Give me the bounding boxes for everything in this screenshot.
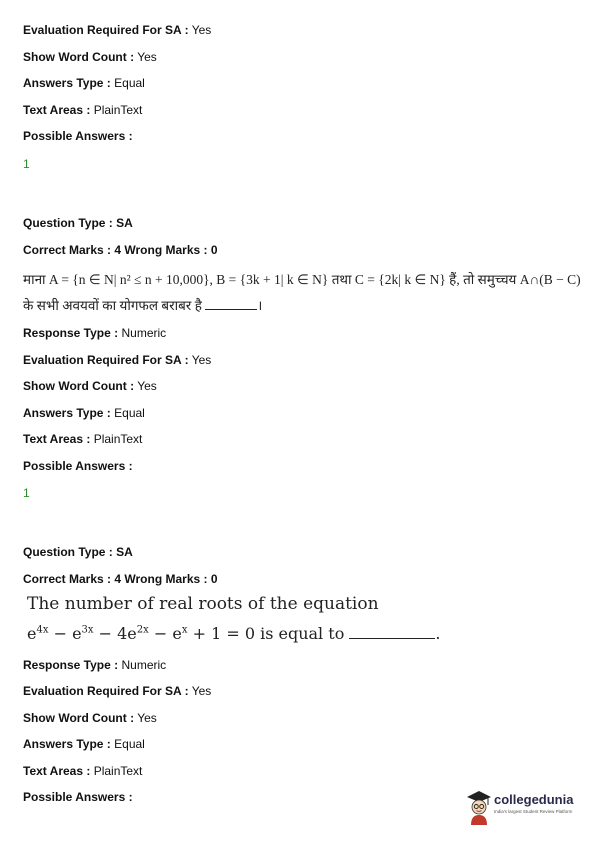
graduate-mascot-icon — [464, 788, 494, 826]
collegedunia-logo — [464, 788, 584, 828]
marks-row — [23, 243, 218, 257]
logo-wordmark: collegedunia — [494, 792, 574, 807]
evaluation-label: Evaluation Required For SA : — [23, 684, 189, 698]
text-areas-value: PlainText — [93, 432, 143, 446]
evaluation-value: Yes — [191, 23, 212, 37]
question-type-row — [23, 545, 133, 559]
question-text-line-2-body: के सभी अवयवों का योगफल बराबर है — [23, 298, 202, 313]
answer-blank — [205, 308, 257, 310]
question-equation — [27, 624, 441, 643]
question-text-line-1: माना A = {n ∈ N| n² ≤ n + 10,000}, B = {3k + 1| k ∈ N} तथा C = {2k| k ∈ N} हैं, तो समुच्चय A∩(B − C) — [23, 272, 581, 287]
eq-part-2: − e — [48, 624, 82, 643]
eq-exponent-3: 2x — [136, 624, 149, 636]
answers-type-label: Answers Type : — [23, 76, 111, 90]
eq-part-3: − 4e — [93, 624, 137, 643]
response-type-label: Response Type : — [23, 326, 119, 340]
question-type-row — [23, 216, 133, 230]
text-areas-row — [23, 103, 142, 117]
evaluation-value: Yes — [191, 684, 212, 698]
eq-exponent-4: x — [181, 624, 188, 636]
question-type-label: Question Type : SA — [23, 216, 133, 230]
text-areas-label: Text Areas : — [23, 103, 91, 117]
answers-type-value: Equal — [114, 737, 145, 751]
text-areas-value: PlainText — [93, 764, 143, 778]
response-type-row — [23, 658, 166, 672]
text-areas-value: PlainText — [93, 103, 143, 117]
answers-type-row — [23, 76, 145, 90]
marks-label: Correct Marks : 4 Wrong Marks : 0 — [23, 572, 218, 586]
response-type-row — [23, 326, 166, 340]
word-count-row — [23, 50, 157, 64]
answers-type-value: Equal — [114, 76, 145, 90]
possible-answer: 1 — [23, 157, 30, 171]
answers-type-row — [23, 737, 145, 751]
eq-part-4: − e — [148, 624, 182, 643]
possible-answers-row — [23, 790, 133, 804]
word-count-label: Show Word Count : — [23, 379, 135, 393]
possible-answers-label: Possible Answers : — [23, 790, 133, 804]
eq-exponent-2: 3x — [81, 624, 94, 636]
response-type-value: Numeric — [121, 326, 167, 340]
logo-tagline: India's largest Student Review Platform — [494, 809, 573, 814]
word-count-label: Show Word Count : — [23, 50, 135, 64]
marks-row — [23, 572, 218, 586]
response-type-value: Numeric — [121, 658, 167, 672]
answers-type-value: Equal — [114, 406, 145, 420]
answers-type-label: Answers Type : — [23, 737, 111, 751]
eq-end: . — [435, 624, 441, 643]
possible-answers-row — [23, 459, 133, 473]
evaluation-label: Evaluation Required For SA : — [23, 23, 189, 37]
evaluation-label: Evaluation Required For SA : — [23, 353, 189, 367]
text-areas-label: Text Areas : — [23, 432, 91, 446]
word-count-value: Yes — [137, 50, 157, 64]
possible-answer: 1 — [23, 486, 30, 500]
possible-answers-label: Possible Answers : — [23, 459, 133, 473]
eq-part-1: e — [27, 624, 37, 643]
response-type-label: Response Type : — [23, 658, 119, 672]
word-count-value: Yes — [137, 711, 157, 725]
evaluation-required-row — [23, 684, 211, 698]
answers-type-row — [23, 406, 145, 420]
answers-type-label: Answers Type : — [23, 406, 111, 420]
marks-label: Correct Marks : 4 Wrong Marks : 0 — [23, 243, 218, 257]
possible-answers-row — [23, 129, 133, 143]
evaluation-required-row — [23, 353, 211, 367]
text-areas-label: Text Areas : — [23, 764, 91, 778]
question-text-line-2-end: । — [257, 298, 263, 313]
eq-part-5: + 1 = 0 is equal to — [187, 624, 345, 643]
word-count-label: Show Word Count : — [23, 711, 135, 725]
text-areas-row — [23, 432, 142, 446]
possible-answers-label: Possible Answers : — [23, 129, 133, 143]
evaluation-value: Yes — [191, 353, 212, 367]
answer-blank — [349, 637, 435, 639]
text-areas-row — [23, 764, 142, 778]
question-text-line-2 — [23, 296, 262, 314]
word-count-value: Yes — [137, 379, 157, 393]
question-text-line-1: The number of real roots of the equation — [27, 594, 379, 614]
word-count-row — [23, 711, 157, 725]
question-type-label: Question Type : SA — [23, 545, 133, 559]
evaluation-required-row — [23, 23, 211, 37]
eq-exponent-1: 4x — [36, 624, 49, 636]
word-count-row — [23, 379, 157, 393]
